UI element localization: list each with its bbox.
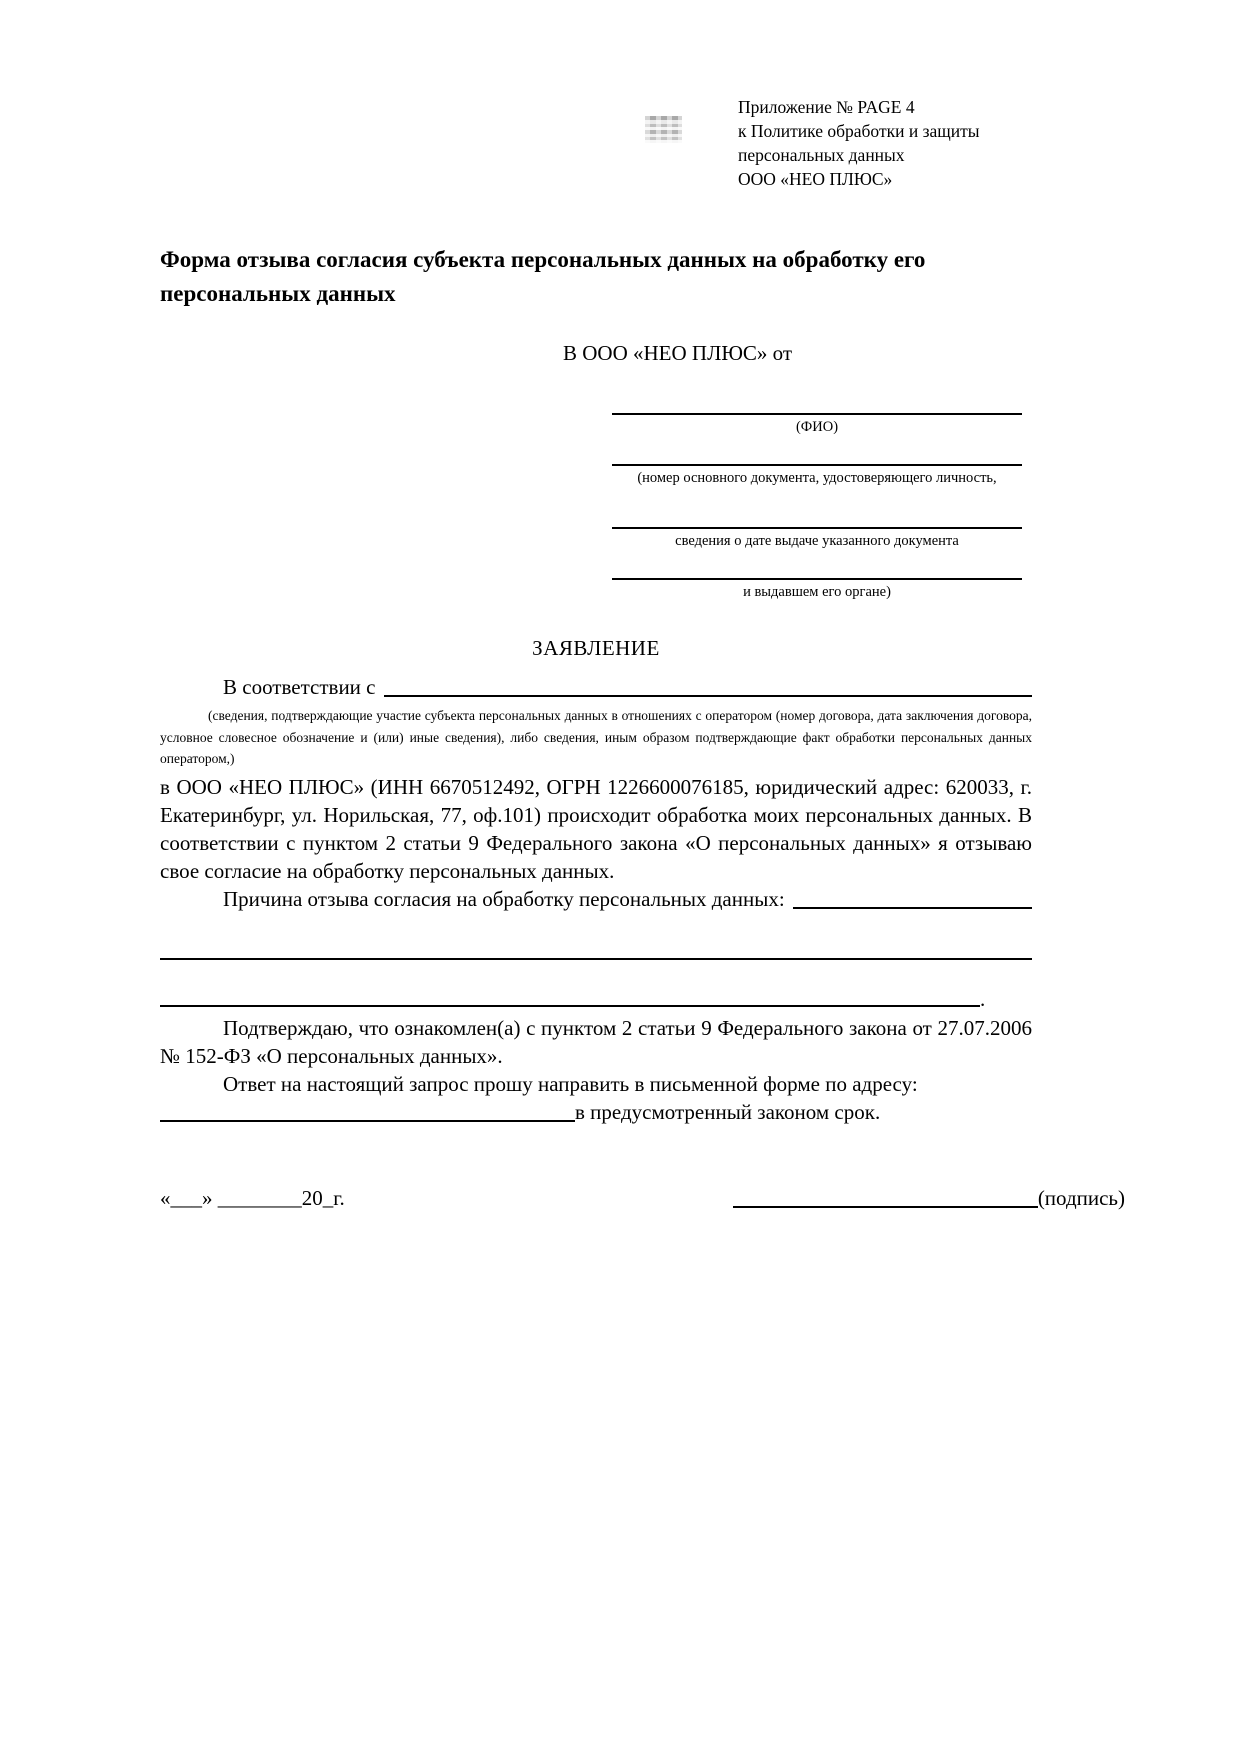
address-input-line[interactable] (160, 1119, 575, 1122)
statement-body: в ООО «НЕО ПЛЮС» (ИНН 6670512492, ОГРН 1226600076185, юридический адрес: 620033, г. Екатеринбург, ул. Норильская, 77, оф.101) происходит обработка моих персональных данных. В соответствии с пунктом 2 статьи 9 Федерального закона «О персональных данных» я отзываю свое согласие на обработку персональных данных. (160, 774, 1032, 883)
signature-caption: (подпись) (1037, 1185, 1125, 1210)
reason-continuation-line-2[interactable] (160, 1004, 980, 1007)
reason-continuation-row-2 (160, 987, 1032, 1011)
document-number-caption: (номер основного документа, удостоверяющего личность, (637, 470, 997, 486)
signature-group (733, 1184, 1125, 1212)
reason-input-line[interactable] (793, 906, 1032, 909)
document-number-field-row (612, 463, 1022, 488)
issuing-authority-field-row (612, 577, 1022, 602)
issue-date-field-row (612, 526, 1022, 551)
basis-intro-row (160, 673, 1032, 701)
reason-label: Причина отзыва согласия на обработку персональных данных: (223, 886, 785, 911)
response-deadline-text: в предусмотренный законом срок. (575, 1099, 881, 1124)
response-address-row (160, 1098, 1032, 1126)
statement-heading: ЗАЯВЛЕНИЕ (532, 636, 660, 660)
policy-reference-line-2: персональных данных (738, 145, 905, 165)
confirmation-paragraph: Подтверждаю, что ознакомлен(а) с пунктом 2 статьи 9 Федерального закона от 27.07.2006 № 152-ФЗ «О персональных данных». (160, 1015, 1032, 1068)
signature-input-line[interactable] (733, 1205, 1038, 1208)
period-text: . (980, 986, 986, 1011)
issue-date-caption: сведения о дате выдаче указанного документа (675, 533, 959, 549)
addressee-line: В ООО «НЕО ПЛЮС» от (563, 341, 793, 365)
reason-row (160, 885, 1032, 913)
issuing-authority-caption: и выдавшем его органе) (743, 584, 891, 600)
response-request-text: Ответ на настоящий запрос прошу направить в письменной форме по адресу: (223, 1071, 918, 1096)
date-blank[interactable]: «___» ________20_г. (160, 1185, 345, 1210)
reason-continuation-line-1[interactable] (160, 957, 1032, 960)
basis-footnote: (сведения, подтверждающие участие субъекта персональных данных в отношениях с оператором (номер договора, дата заключения договора, условное словесное обозначение и (или) иные сведения), либо сведения, иным образом подтверждающие факт обработки персональных данных оператором,) (160, 708, 1032, 766)
appendix-header (738, 0, 1032, 191)
addressee-fields (612, 412, 1022, 602)
document-content (160, 0, 1125, 1212)
basis-intro-text: В соответствии с (223, 675, 376, 699)
fio-field-row (612, 412, 1022, 437)
basis-input-line[interactable] (384, 694, 1033, 697)
appendix-number-line: Приложение № PAGE 4 (738, 97, 915, 117)
signature-row (160, 1184, 1125, 1212)
fio-caption: (ФИО) (795, 419, 839, 435)
company-name-line: ООО «НЕО ПЛЮС» (738, 169, 893, 189)
policy-reference-line-1: к Политике обработки и защиты (738, 121, 980, 141)
form-title: Форма отзыва согласия субъекта персональных данных на обработку его персональных данных (160, 247, 926, 306)
